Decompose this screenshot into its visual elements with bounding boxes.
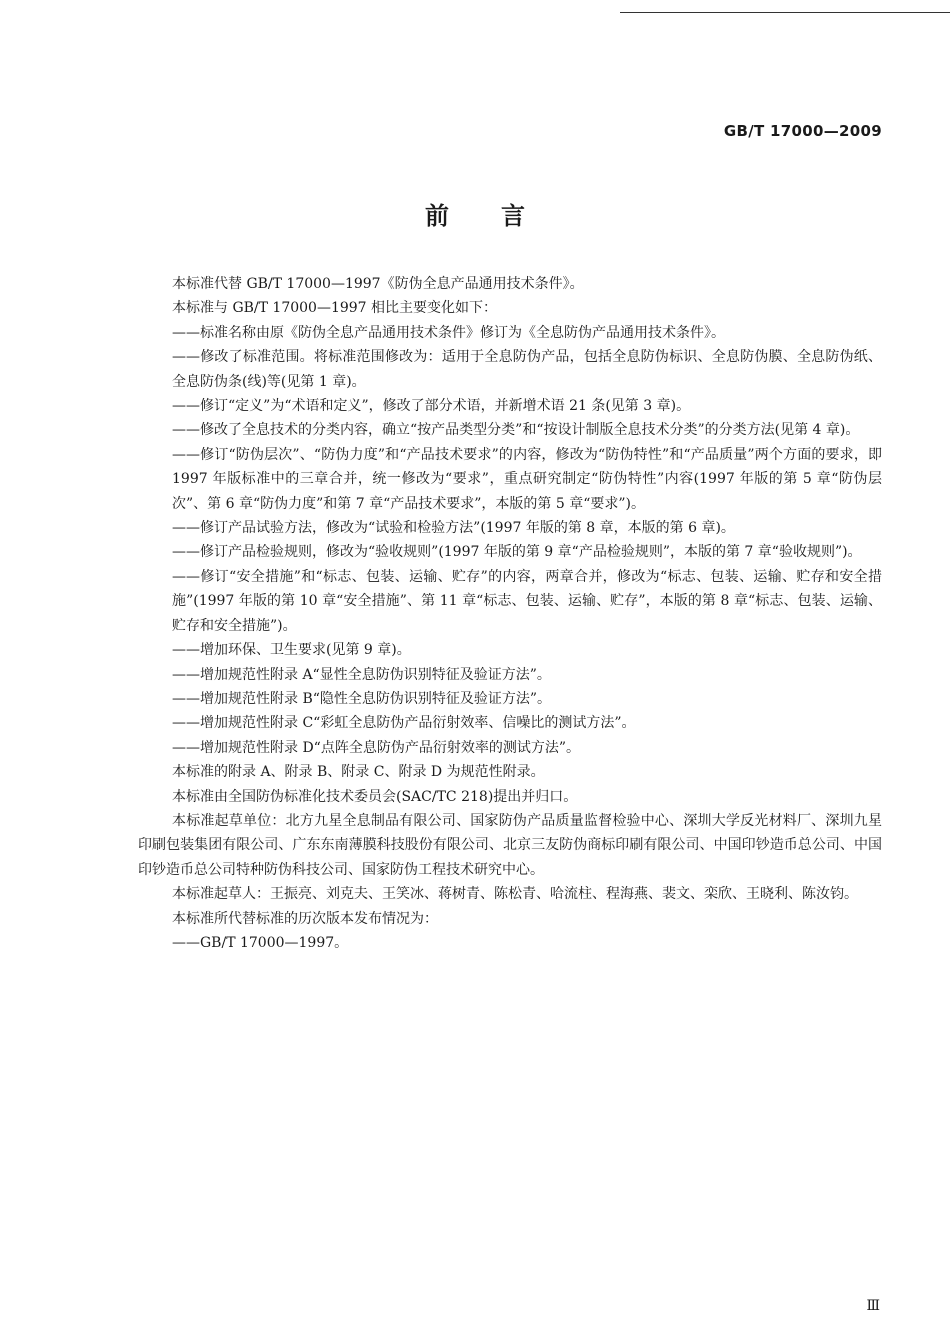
change-item: ——修订“防伪层次”、“防伪力度”和“产品技术要求”的内容，修改为“防伪特性”和“产品质量”两个方面的要求，即 1997 年版标准中的三章合并，统一修改为“要求”，重点研究制定“防伪特性”内容(1997 年版的第 5 章“防伪层次”、第 6 章“防伪力度”和第 7 章“产品技术要求”，本版的第 5 章“要求”)。 — [172, 446, 882, 512]
paragraph: 本标准代替 GB/T 17000—1997《防伪全息产品通用技术条件》。 — [172, 276, 584, 292]
paragraph: 本标准与 GB/T 17000—1997 相比主要变化如下： — [172, 300, 498, 317]
paragraph: 本标准由全国防伪标准化技术委员会(SAC/TC 218)提出并归口。 — [172, 788, 578, 805]
change-item: ——增加环保、卫生要求(见第 9 章)。 — [172, 642, 411, 659]
page-title: 前言 — [425, 202, 577, 230]
paragraph: 本标准的附录 A、附录 B、附录 C、附录 D 为规范性附录。 — [172, 764, 545, 781]
change-item: ——修改了全息技术的分类内容，确立“按产品类型分类”和“按设计制版全息技术分类”的分类方法(见第 4 章)。 — [172, 422, 860, 439]
standard-code: GB/T 17000—2009 — [723, 122, 882, 140]
change-item: ——修订“定义”为“术语和定义”，修改了部分术语，并新增术语 21 条(见第 3 章)。 — [172, 398, 691, 415]
top-rule — [620, 12, 950, 13]
change-item: ——增加规范性附录 A“显性全息防伪识别特征及验证方法”。 — [172, 666, 551, 683]
change-item: ——增加规范性附录 C“彩虹全息防伪产品衍射效率、信噪比的测试方法”。 — [172, 715, 636, 732]
page-number: Ⅲ — [866, 1298, 880, 1314]
drafting-units: 本标准起草单位：北方九星全息制品有限公司、国家防伪产品质量监督检验中心、深圳大学反光材料厂、深圳九星印刷包装集团有限公司、广东东南薄膜科技股份有限公司、北京三友防伪商标印刷有限公司、中国印钞造币总公司、中国印钞造币总公司特种防伪科技公司、国家防伪工程技术研究中心。 — [138, 812, 882, 878]
change-item: ——标准名称由原《防伪全息产品通用技术条件》修订为《全息防伪产品通用技术条件》。 — [172, 324, 725, 341]
change-item: ——增加规范性附录 B“隐性全息防伪识别特征及验证方法”。 — [172, 690, 552, 707]
change-item: ——修订“安全措施”和“标志、包装、运输、贮存”的内容，两章合并，修改为“标志、包装、运输、贮存和安全措施”(1997 年版的第 10 章“安全措施”、第 11 章“标志、包装、运输、贮存”，本版的第 8 章“标志、包装、运输、贮存和安全措施”)。 — [172, 568, 882, 634]
drafters: 本标准起草人：王振亮、刘克夫、王笑冰、蒋树青、陈松青、哈流柱、程海燕、裴文、栾欣、王晓利、陈汝钧。 — [172, 886, 858, 903]
change-item: ——修改了标准范围。将标准范围修改为：适用于全息防伪产品，包括全息防伪标识、全息防伪膜、全息防伪纸、全息防伪条(线)等(见第 1 章)。 — [172, 349, 882, 390]
paragraph: 本标准所代替标准的历次版本发布情况为： — [172, 910, 438, 927]
paragraph: ——GB/T 17000—1997。 — [172, 934, 349, 951]
change-item: ——修订产品试验方法，修改为“试验和检验方法”(1997 年版的第 8 章，本版的第 6 章)。 — [172, 520, 735, 537]
change-item: ——修订产品检验规则，修改为“验收规则”(1997 年版的第 9 章“产品检验规则”，本版的第 7 章“验收规则”)。 — [172, 544, 862, 561]
change-item: ——增加规范性附录 D“点阵全息防伪产品衍射效率的测试方法”。 — [172, 739, 580, 756]
document-body — [138, 272, 882, 955]
